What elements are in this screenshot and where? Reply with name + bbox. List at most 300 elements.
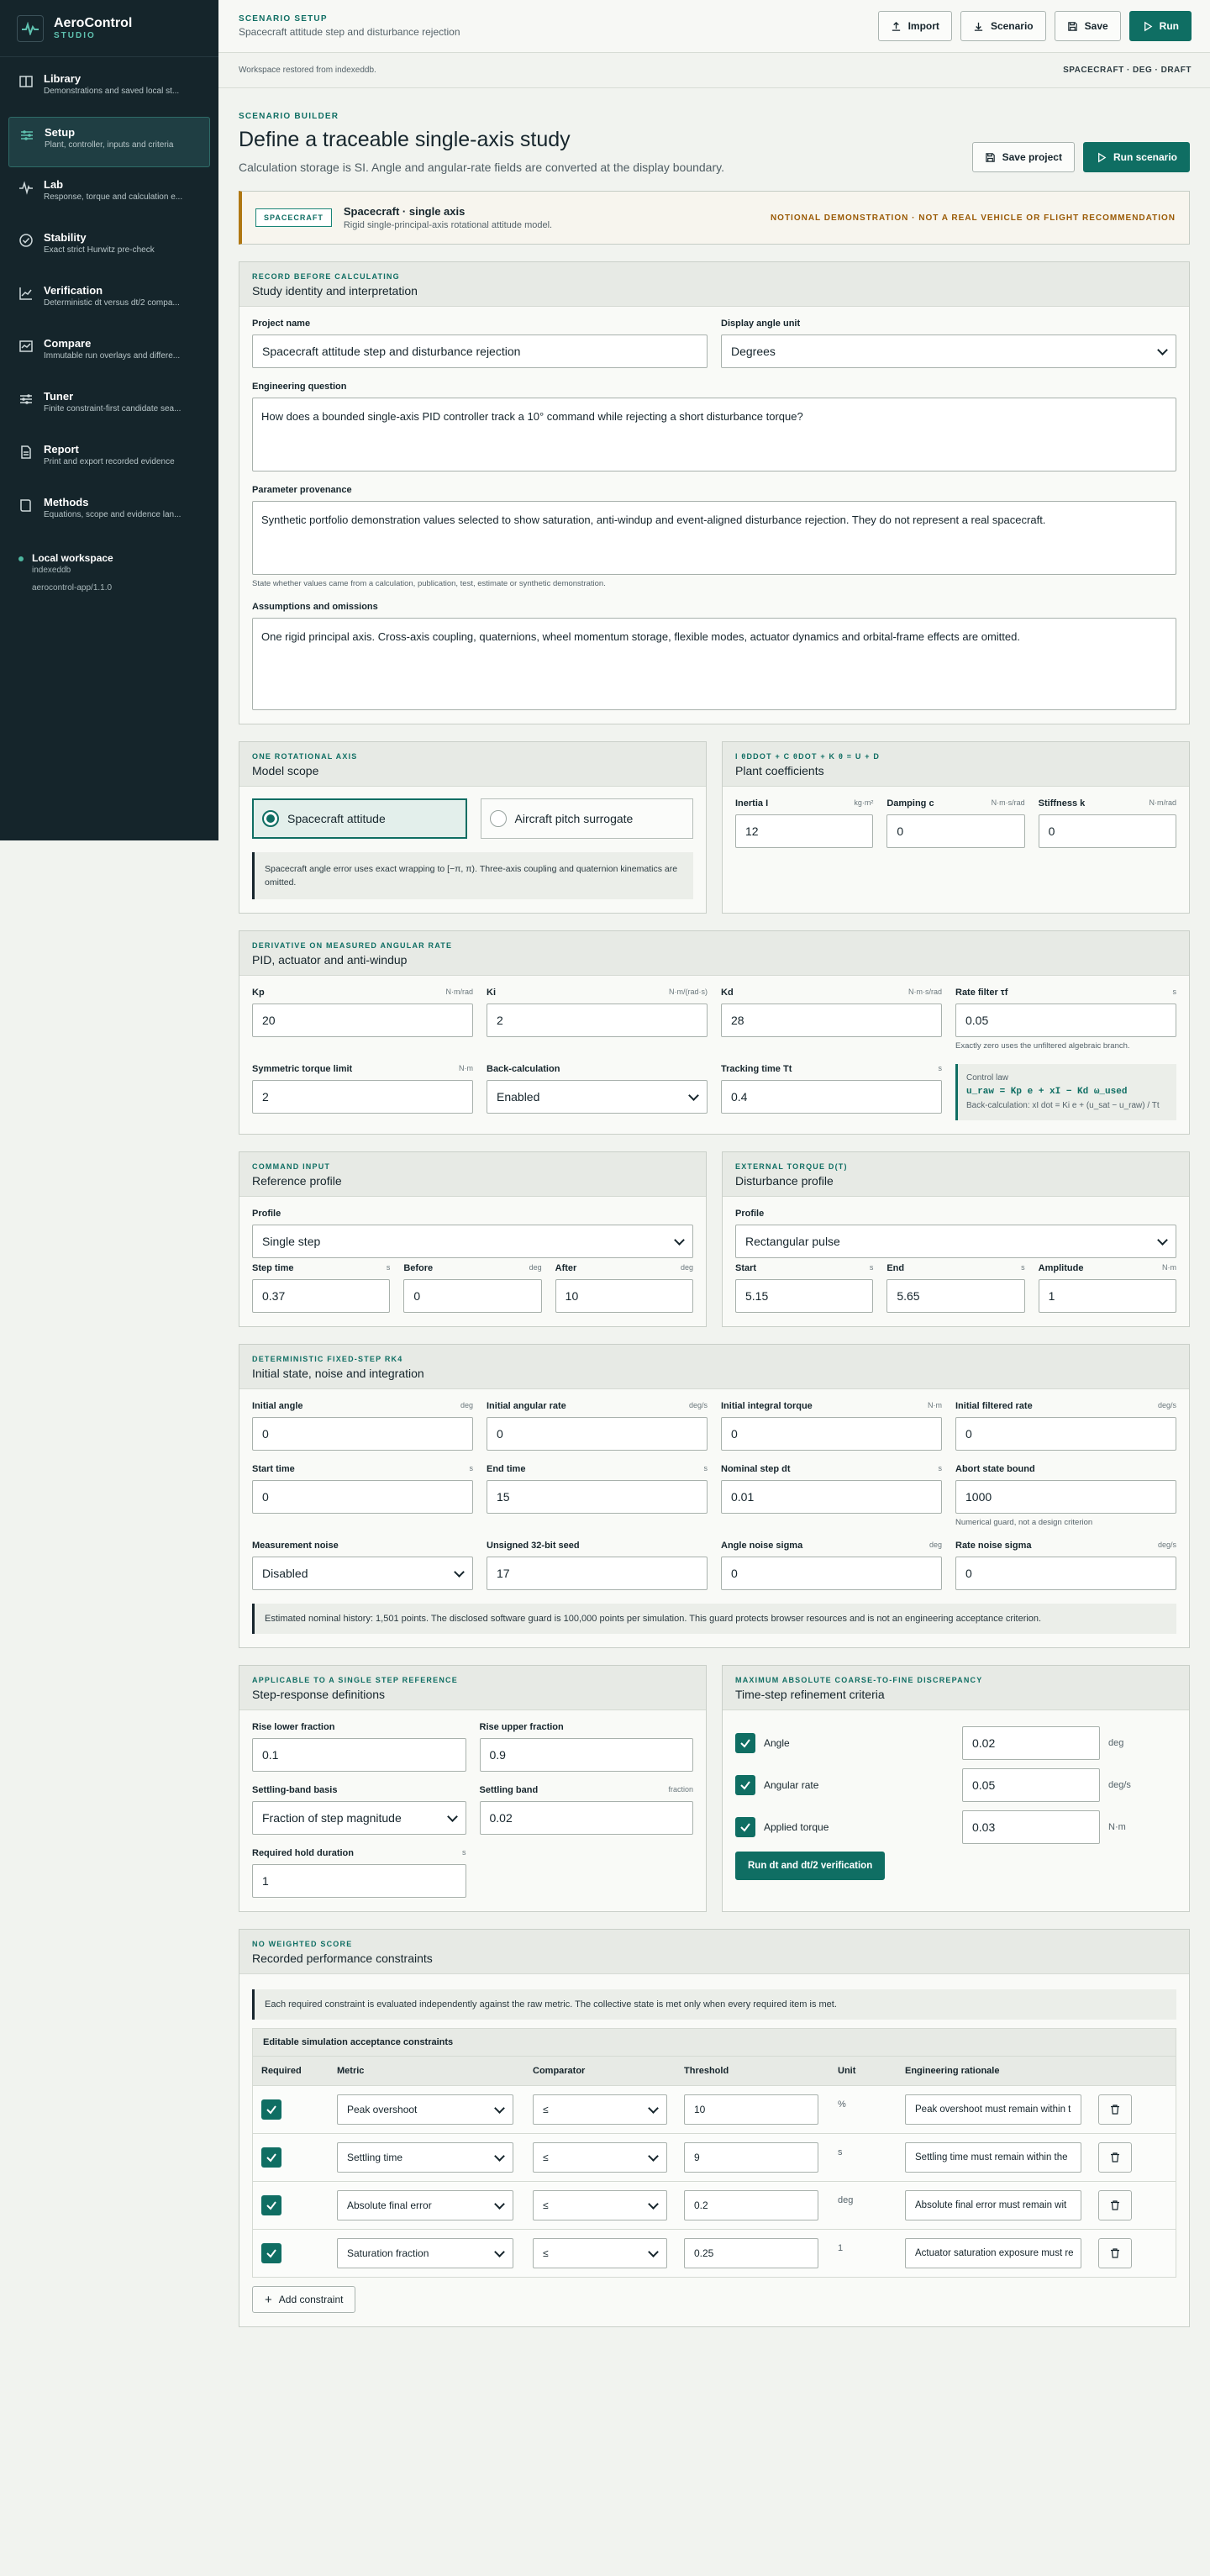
card-eyebrow: EXTERNAL TORQUE D(T) [735,1162,848,1171]
select-value: ≤ [543,2247,549,2259]
sidebar-item-compare[interactable] [8,329,210,379]
status-bar [218,53,1210,88]
step-response-card [239,1665,707,1912]
compare-icon [18,339,34,354]
field-label: Display angle unit [721,319,801,329]
nav-title: Methods [44,496,89,508]
sidebar-item-report[interactable] [8,435,210,485]
book-icon [18,498,34,513]
field-unit: deg/s [1157,1401,1176,1409]
field-label: Engineering question [252,382,347,392]
provenance-hint: State whether values came from a calculation, publication, test, estimate or synthetic demonstration. [252,579,606,588]
comparator-select[interactable] [533,2238,667,2268]
field-label: Ki [487,988,496,998]
card-eyebrow: MAXIMUM ABSOLUTE COARSE-TO-FINE DISCREPANCY [735,1676,983,1684]
threshold-input[interactable]: 0.25 [684,2238,818,2268]
field-label: Initial filtered rate [955,1401,1033,1411]
table-row [253,2133,1176,2181]
history-info: Estimated nominal history: 1,501 points. The disclosed software guard is 100,000 points per simulation. This guard protects browser resources and is not an engineering acceptance criterion. [252,1604,1176,1634]
disturbance-profile-card [722,1151,1190,1327]
rationale-input[interactable]: Peak overshoot must remain within t [905,2094,1081,2125]
field-label: Start [735,1263,757,1273]
back-calculation-select[interactable] [487,1080,708,1114]
card-eyebrow: RECORD BEFORE CALCULATING [252,272,400,281]
threshold-input[interactable]: 10 [684,2094,818,2125]
field-label: Assumptions and omissions [252,602,378,612]
initial-filtered-rate-input[interactable]: 0 [955,1417,1176,1451]
status-context: SPACECRAFT · DEG · DRAFT [1063,66,1192,75]
unit-label: 1 [838,2243,844,2253]
card-title: Initial state, noise and integration [252,1367,424,1380]
abort-bound-input[interactable]: 1000 [955,1480,1176,1514]
scenario-button[interactable] [960,11,1046,41]
workspace-info [0,540,218,593]
field-label: Measurement noise [252,1541,339,1551]
field-label: Kp [252,988,265,998]
nav-desc: Plant, controller, inputs and criteria [45,140,174,150]
field-label: After [555,1263,577,1273]
angle-unit-select[interactable] [721,335,1176,368]
field-label: Before [403,1263,434,1273]
notional-warning: NOTIONAL DEMONSTRATION · NOT A REAL VEHICLE OR FLIGHT RECOMMENDATION [770,213,1176,223]
comparator-select[interactable] [533,2190,667,2220]
nav-title: Setup [45,126,76,139]
metric-select[interactable] [337,2238,513,2268]
card-title: Step-response definitions [252,1688,385,1701]
delete-constraint-button[interactable] [1098,2190,1132,2220]
metric-select[interactable] [337,2142,513,2173]
run-button[interactable] [1129,11,1192,41]
initial-rate-input[interactable]: 0 [487,1417,708,1451]
card-eyebrow: I θDDOT + C θDOT + K θ = U + D [735,752,881,761]
brand [0,0,218,57]
unit-label: % [838,2099,846,2110]
field-label: Settling band [479,1785,539,1795]
trash-icon [1109,2247,1121,2259]
import-label: Import [908,20,939,32]
comparator-select[interactable] [533,2094,667,2125]
rise-upper-input[interactable]: 0.9 [480,1738,694,1772]
field-unit: s [462,1848,466,1857]
sidebar-item-verification[interactable] [8,276,210,326]
hold-duration-input[interactable]: 1 [252,1864,466,1898]
checkmark-icon [265,2199,278,2212]
sidebar-item-methods[interactable] [8,487,210,538]
scope-note: Spacecraft angle error uses exact wrapping to [−π, π). Three-axis coupling and quaternion kinematics are omitted. [252,852,693,899]
radio-unselected-icon [490,810,507,827]
rationale-input[interactable]: Absolute final error must remain wit [905,2190,1081,2220]
pulse-icon [18,180,34,195]
run-scenario-button[interactable] [1083,142,1190,172]
angle-tolerance-input[interactable]: 0.02 [962,1726,1100,1760]
card-eyebrow: NO WEIGHTED SCORE [252,1940,353,1948]
nav-title: Compare [44,337,92,350]
field-label: Parameter provenance [252,485,352,495]
trash-icon [1109,2104,1121,2115]
banner-subtitle: Rigid single-principal-axis rotational attitude model. [343,220,553,230]
nav-desc: Demonstrations and saved local st... [44,87,180,96]
workspace-title: Local workspace [32,552,113,564]
table-header [253,2057,1176,2085]
sidebar [0,0,218,840]
field-unit: N·m·s/rad [908,988,942,996]
sidebar-item-tuner[interactable] [8,382,210,432]
refine-label: Applied torque [764,1821,829,1833]
field-label: Amplitude [1038,1263,1084,1273]
save-icon [1067,21,1078,32]
card-title: Recorded performance constraints [252,1952,433,1965]
field-unit: N·m·s/rad [991,798,1025,807]
after-input[interactable]: 10 [555,1279,693,1313]
table-row [253,2229,1176,2277]
column-header: Metric [337,2066,365,2076]
seed-input[interactable]: 17 [487,1557,708,1590]
comparator-select[interactable] [533,2142,667,2173]
download-icon [973,21,984,32]
step-time-input[interactable]: 0.37 [252,1279,390,1313]
required-checkbox[interactable] [261,2099,281,2120]
card-title: Disturbance profile [735,1174,834,1188]
plant-card [722,741,1190,914]
status-dot-icon [18,556,24,561]
card-eyebrow: COMMAND INPUT [252,1162,331,1171]
app-version: aerocontrol-app/1.1.0 [32,583,113,593]
delete-constraint-button[interactable] [1098,2238,1132,2268]
checkmark-icon [265,2151,278,2164]
settling-basis-select[interactable] [252,1801,466,1835]
banner-title: Spacecraft · single axis [343,205,466,218]
field-unit: deg [529,1263,542,1272]
card-title: Reference profile [252,1174,342,1188]
field-label: Damping c [886,798,934,809]
nav-title: Tuner [44,390,74,403]
field-unit: N·m [928,1401,942,1409]
field-label: Required hold duration [252,1848,354,1858]
field-label: Rise lower fraction [252,1722,335,1732]
field-label: Project name [252,319,311,329]
field-unit: kg·m² [854,798,874,807]
stiffness-input[interactable]: 0 [1039,814,1176,848]
end-time-input[interactable]: 15 [487,1480,708,1514]
table-row [253,2181,1176,2229]
initial-angle-input[interactable]: 0 [252,1417,473,1451]
field-unit: s [938,1064,942,1072]
sidebar-nav [0,57,218,538]
constraints-table [252,2028,1176,2278]
sidebar-item-library[interactable] [8,64,210,114]
refine-row-rate [735,1764,1176,1806]
field-unit: N·m/rad [445,988,473,996]
constraints-info: Each required constraint is evaluated independently against the raw metric. The collective state is met only when every required item is met. [252,1989,1176,2020]
measurement-noise-select[interactable] [252,1557,473,1590]
scenario-label: Scenario [990,20,1034,32]
nav-title: Verification [44,284,103,297]
radio-label: Aircraft pitch surrogate [514,812,634,825]
field-unit: s [386,1263,391,1272]
add-constraint-button[interactable] [252,2286,355,2313]
select-value: Rectangular pulse [745,1235,840,1248]
torque-checkbox[interactable] [735,1817,755,1837]
field-unit: N·m/(rad·s) [669,988,708,996]
model-scope-card [239,741,707,914]
disturbance-profile-select[interactable] [735,1225,1176,1258]
topbar [218,0,1210,53]
field-unit: N·m [459,1064,473,1072]
field-label: Angle noise sigma [721,1541,803,1551]
settling-band-input[interactable]: 0.02 [480,1801,694,1835]
rate-filter-hint: Exactly zero uses the unfiltered algebraic branch. [955,1041,1130,1051]
select-value: ≤ [543,2152,549,2163]
rate-filter-input[interactable]: 0.05 [955,1004,1176,1037]
field-label: Inertia I [735,798,769,809]
reference-profile-select[interactable] [252,1225,693,1258]
run-verification-button[interactable] [735,1852,885,1880]
add-constraint-label: Add constraint [278,2294,344,2305]
card-title: Study identity and interpretation [252,284,418,298]
project-name-input[interactable]: Spacecraft attitude step and disturbance rejection [252,335,708,368]
refine-label: Angle [764,1737,790,1749]
nav-title: Lab [44,178,64,191]
disturbance-amplitude-input[interactable]: 1 [1039,1279,1176,1313]
metric-select[interactable] [337,2094,513,2125]
disturbance-end-input[interactable]: 5.65 [886,1279,1024,1313]
column-header: Required [261,2066,302,2076]
field-unit: s [1172,988,1176,996]
initial-state-card [239,1344,1190,1648]
field-label: Abort state bound [955,1464,1035,1474]
field-unit: s [703,1464,708,1472]
field-unit: N·m/rad [1149,798,1176,807]
save-button[interactable] [1055,11,1121,41]
control-law-note: Back-calculation: xI dot = Ki e + (u_sat − u_raw) / Tt [966,1101,1160,1110]
nav-desc: Response, torque and calculation e... [44,192,183,202]
nav-title: Library [44,72,82,85]
select-value: Degrees [731,345,776,358]
nav-desc: Print and export recorded evidence [44,457,175,466]
radio-selected-icon [262,810,279,827]
disturbance-start-input[interactable]: 5.15 [735,1279,873,1313]
field-label: Unsigned 32-bit seed [487,1541,580,1551]
step-dt-input[interactable]: 0.01 [721,1480,942,1514]
checkmark-icon [265,2103,278,2116]
nav-desc: Deterministic dt versus dt/2 compa... [44,298,180,308]
checkmark-icon [265,2247,278,2260]
sidebar-item-lab[interactable] [8,170,210,220]
required-checkbox[interactable] [261,2243,281,2263]
angle-checkbox[interactable] [735,1733,755,1753]
column-header: Comparator [533,2066,586,2076]
select-value: ≤ [543,2104,549,2115]
angle-noise-input[interactable]: 0 [721,1557,942,1590]
field-unit: s [869,1263,874,1272]
trash-icon [1109,2199,1121,2211]
refine-unit: N·m [1108,1822,1126,1832]
required-checkbox[interactable] [261,2147,281,2168]
plus-icon: + [265,2292,272,2307]
radio-aircraft-pitch[interactable] [481,798,694,839]
field-label: Rate noise sigma [955,1541,1032,1551]
field-label: Kd [721,988,734,998]
field-label: Rise upper fraction [479,1722,564,1732]
field-label: Rate filter τf [955,988,1008,998]
field-label: Profile [735,1209,765,1219]
field-label: Stiffness k [1038,798,1086,809]
run-verification-label: Run dt and dt/2 verification [748,1861,873,1871]
save-project-label: Save project [1002,151,1062,163]
delete-constraint-button[interactable] [1098,2142,1132,2173]
delete-constraint-button[interactable] [1098,2094,1132,2125]
save-label: Save [1084,20,1108,32]
upload-icon [891,21,902,32]
field-label: Settling-band basis [252,1785,338,1795]
column-header: Threshold [684,2066,729,2076]
start-time-input[interactable]: 0 [252,1480,473,1514]
refine-unit: deg/s [1108,1780,1131,1790]
checkmark-icon [739,1778,752,1792]
page-title: Define a traceable single-axis study [239,128,571,151]
rise-lower-input[interactable]: 0.1 [252,1738,466,1772]
radio-label: Spacecraft attitude [287,812,386,825]
rationale-input[interactable]: Actuator saturation exposure must re [905,2238,1081,2268]
rate-checkbox[interactable] [735,1775,755,1795]
tracking-time-input[interactable]: 0.4 [721,1080,942,1114]
select-value: Disabled [262,1567,308,1580]
main-area [218,0,1210,2327]
engineering-question-textarea[interactable]: How does a bounded single-axis PID controller track a 10° command while rejecting a short disturbance torque? [252,398,1176,471]
rate-noise-input[interactable]: 0 [955,1557,1176,1590]
field-label: Initial angular rate [487,1401,566,1411]
refinement-card [722,1665,1190,1912]
chart-icon [18,286,34,301]
save-project-button[interactable] [972,142,1075,172]
field-label: Step time [252,1263,294,1273]
builder-eyebrow: SCENARIO BUILDER [239,112,339,121]
field-unit: N·m [1161,1263,1176,1272]
nav-desc: Immutable run overlays and differe... [44,351,181,361]
card-title: PID, actuator and anti-windup [252,953,408,967]
kd-input[interactable]: 28 [721,1004,942,1037]
topbar-eyebrow: SCENARIO SETUP [239,14,328,24]
trash-icon [1109,2152,1121,2163]
import-button[interactable] [878,11,952,41]
field-unit: deg [460,1401,473,1409]
unit-label: deg [838,2195,854,2205]
metric-select[interactable] [337,2190,513,2220]
field-unit: deg [680,1263,693,1272]
initial-integral-input[interactable]: 0 [721,1417,942,1451]
constraints-card [239,1929,1190,2327]
ki-input[interactable]: 2 [487,1004,708,1037]
run-scenario-label: Run scenario [1113,151,1177,163]
torque-limit-input[interactable]: 2 [252,1080,473,1114]
app-subname: STUDIO [54,31,96,40]
field-label: Back-calculation [487,1064,560,1074]
select-value: Absolute final error [347,2199,432,2211]
vehicle-tag: SPACECRAFT [255,208,332,227]
field-unit: deg [929,1541,942,1549]
unit-label: s [838,2147,843,2157]
field-unit: s [1021,1263,1025,1272]
play-icon [1142,21,1153,32]
field-unit: s [469,1464,473,1472]
run-label: Run [1159,20,1179,32]
control-law-title: Control law [966,1073,1009,1083]
rate-tolerance-input[interactable]: 0.05 [962,1768,1100,1802]
nav-desc: Finite constraint-first candidate sea... [44,404,182,414]
pid-card [239,930,1190,1135]
field-label: Start time [252,1464,295,1474]
assumptions-textarea[interactable]: One rigid principal axis. Cross-axis coupling, quaternions, wheel momentum storage, flexible modes, actuator dynamics and orbital-frame effects are omitted. [252,618,1176,710]
logo-icon [17,15,44,42]
threshold-input[interactable]: 9 [684,2142,818,2173]
library-icon [18,74,34,89]
field-unit: s [938,1464,942,1472]
table-title: Editable simulation acceptance constraints [253,2029,1176,2057]
select-value: ≤ [543,2199,549,2211]
field-label: Profile [252,1209,281,1219]
page-subtitle: Calculation storage is SI. Angle and angular-rate fields are converted at the display boundary. [239,161,724,174]
field-label: End [886,1263,905,1273]
refine-unit: deg [1108,1738,1124,1748]
field-label: Symmetric torque limit [252,1064,353,1074]
select-value: Single step [262,1235,321,1248]
field-label: Tracking time Tt [721,1064,792,1074]
record-card [239,261,1190,724]
control-law-equation: u_raw = Kp e + xI − Kd ω_used [966,1087,1128,1097]
refine-label: Angular rate [764,1779,819,1791]
threshold-input[interactable]: 0.2 [684,2190,818,2220]
before-input[interactable]: 0 [403,1279,541,1313]
column-header: Engineering rationale [905,2066,1000,2076]
document-icon [18,445,34,460]
field-unit: deg/s [688,1401,708,1409]
card-title: Model scope [252,764,319,777]
nav-title: Report [44,443,79,456]
table-row [253,2085,1176,2133]
status-message: Workspace restored from indexeddb. [239,66,376,75]
inertia-input[interactable]: 12 [735,814,873,848]
play-icon [1096,152,1107,163]
field-label: Nominal step dt [721,1464,791,1474]
tuner-icon [18,392,34,407]
save-icon [985,152,996,163]
kp-input[interactable]: 20 [252,1004,473,1037]
sidebar-item-setup[interactable] [8,117,210,167]
refine-row-angle [735,1722,1176,1764]
provenance-textarea[interactable]: Synthetic portfolio demonstration values selected to show saturation, anti-windup and event-aligned disturbance rejection. They do not represent a real spacecraft. [252,501,1176,575]
card-title: Time-step refinement criteria [735,1688,885,1701]
sidebar-item-stability[interactable] [8,223,210,273]
scenario-banner [239,191,1190,245]
nav-desc: Exact strict Hurwitz pre-check [44,245,155,255]
card-eyebrow: DERIVATIVE ON MEASURED ANGULAR RATE [252,941,453,950]
select-value: Enabled [497,1090,540,1104]
torque-tolerance-input[interactable]: 0.03 [962,1810,1100,1844]
card-eyebrow: ONE ROTATIONAL AXIS [252,752,358,761]
select-value: Peak overshoot [347,2104,418,2115]
damping-input[interactable]: 0 [886,814,1024,848]
select-value: Settling time [347,2152,403,2163]
rationale-input[interactable]: Settling time must remain within the [905,2142,1081,2173]
control-law-box [955,1064,1176,1120]
field-label: End time [487,1464,526,1474]
required-checkbox[interactable] [261,2195,281,2215]
check-circle-icon [18,233,34,248]
app-name: AeroControl [54,16,133,30]
workspace-storage: indexeddb [32,566,71,575]
column-header: Unit [838,2066,856,2076]
radio-spacecraft[interactable] [252,798,467,839]
